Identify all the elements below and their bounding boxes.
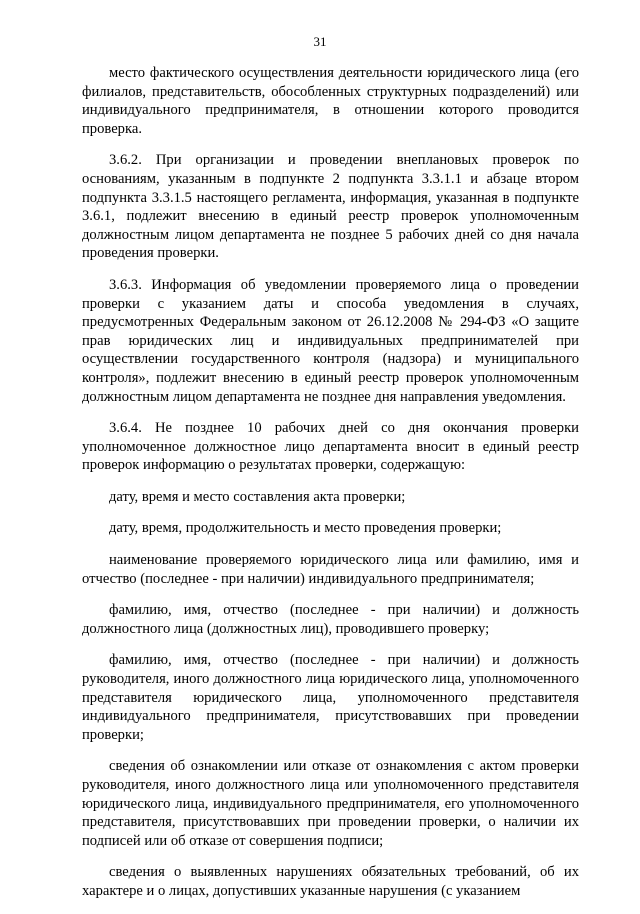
- list-item-act-date: дату, время и место составления акта проверки;: [109, 488, 406, 505]
- document-body: [82, 64, 579, 914]
- list-item-entity-name: наименование проверяемого юридического лица или фамилию, имя и отчество (последнее - при наличии) индивидуального предпринимателя;: [82, 552, 579, 587]
- paragraph-3-6-3: 3.6.3. Информация об уведомлении проверяемого лица о проведении проверки с указанием даты и способа уведомления в случаях, предусмотренных Федеральным законом от 26.12.2008 № 294-ФЗ «О защите прав юридических лиц и индивидуальных предпринимателей при осуществлении государственного контроля (надзора) и муниципального контроля», подлежит внесению в единый реестр проверок уполномоченным должностным лицом департамента не позднее дня направления уведомления.: [82, 276, 579, 405]
- list-item-acknowledgement: сведения об ознакомлении или отказе от ознакомления с актом проверки руководителя, иного должностного лица или уполномоченного представителя юридического лица, индивидуального предпринимателя, его уполномоченного представителя, присутствовавших при проведении проверки, о наличии их подписей или об отказе от совершения подписи;: [82, 758, 579, 849]
- list-item-inspection-date: дату, время, продолжительность и место проведения проверки;: [109, 520, 502, 537]
- page-number: 31: [313, 34, 327, 49]
- paragraph-3-6-2: 3.6.2. При организации и проведении внеплановых проверок по основаниям, указанным в подпункте 2 подпункта 3.3.1.1 и абзаце втором подпункта 3.3.1.5 настоящего регламента, информация, указанная в подпункте 3.6.1, подлежит внесению в единый реестр проверок уполномоченным должностным лицом департамента не позднее 5 рабочих дней со дня начала проведения проверки.: [82, 152, 579, 262]
- paragraph-continuation: место фактического осуществления деятельности юридического лица (его филиалов, представительств, обособленных структурных подразделений) или индивидуального предпринимателя, в отношении которого проводится проверка.: [82, 65, 579, 137]
- list-item-representative-name: фамилию, имя, отчество (последнее - при наличии) и должность руководителя, иного должностного лица юридического лица, уполномоченного представителя юридического лица, уполномоченного представителя индивидуального предпринимателя, присутствовавших при проведении проверки;: [82, 652, 579, 743]
- paragraph-3-6-4: 3.6.4. Не позднее 10 рабочих дней со дня окончания проверки уполномоченное должностное лицо департамента вносит в единый реестр проверок информацию о результатах проверки, содержащую:: [82, 420, 579, 474]
- list-item-inspector-name: фамилию, имя, отчество (последнее - при наличии) и должность должностного лица (должностных лиц), проводившего проверку;: [82, 602, 579, 637]
- list-item-violations: сведения о выявленных нарушениях обязательных требований, об их характере и о лицах, допустивших указанные нарушения (с указанием: [82, 864, 579, 899]
